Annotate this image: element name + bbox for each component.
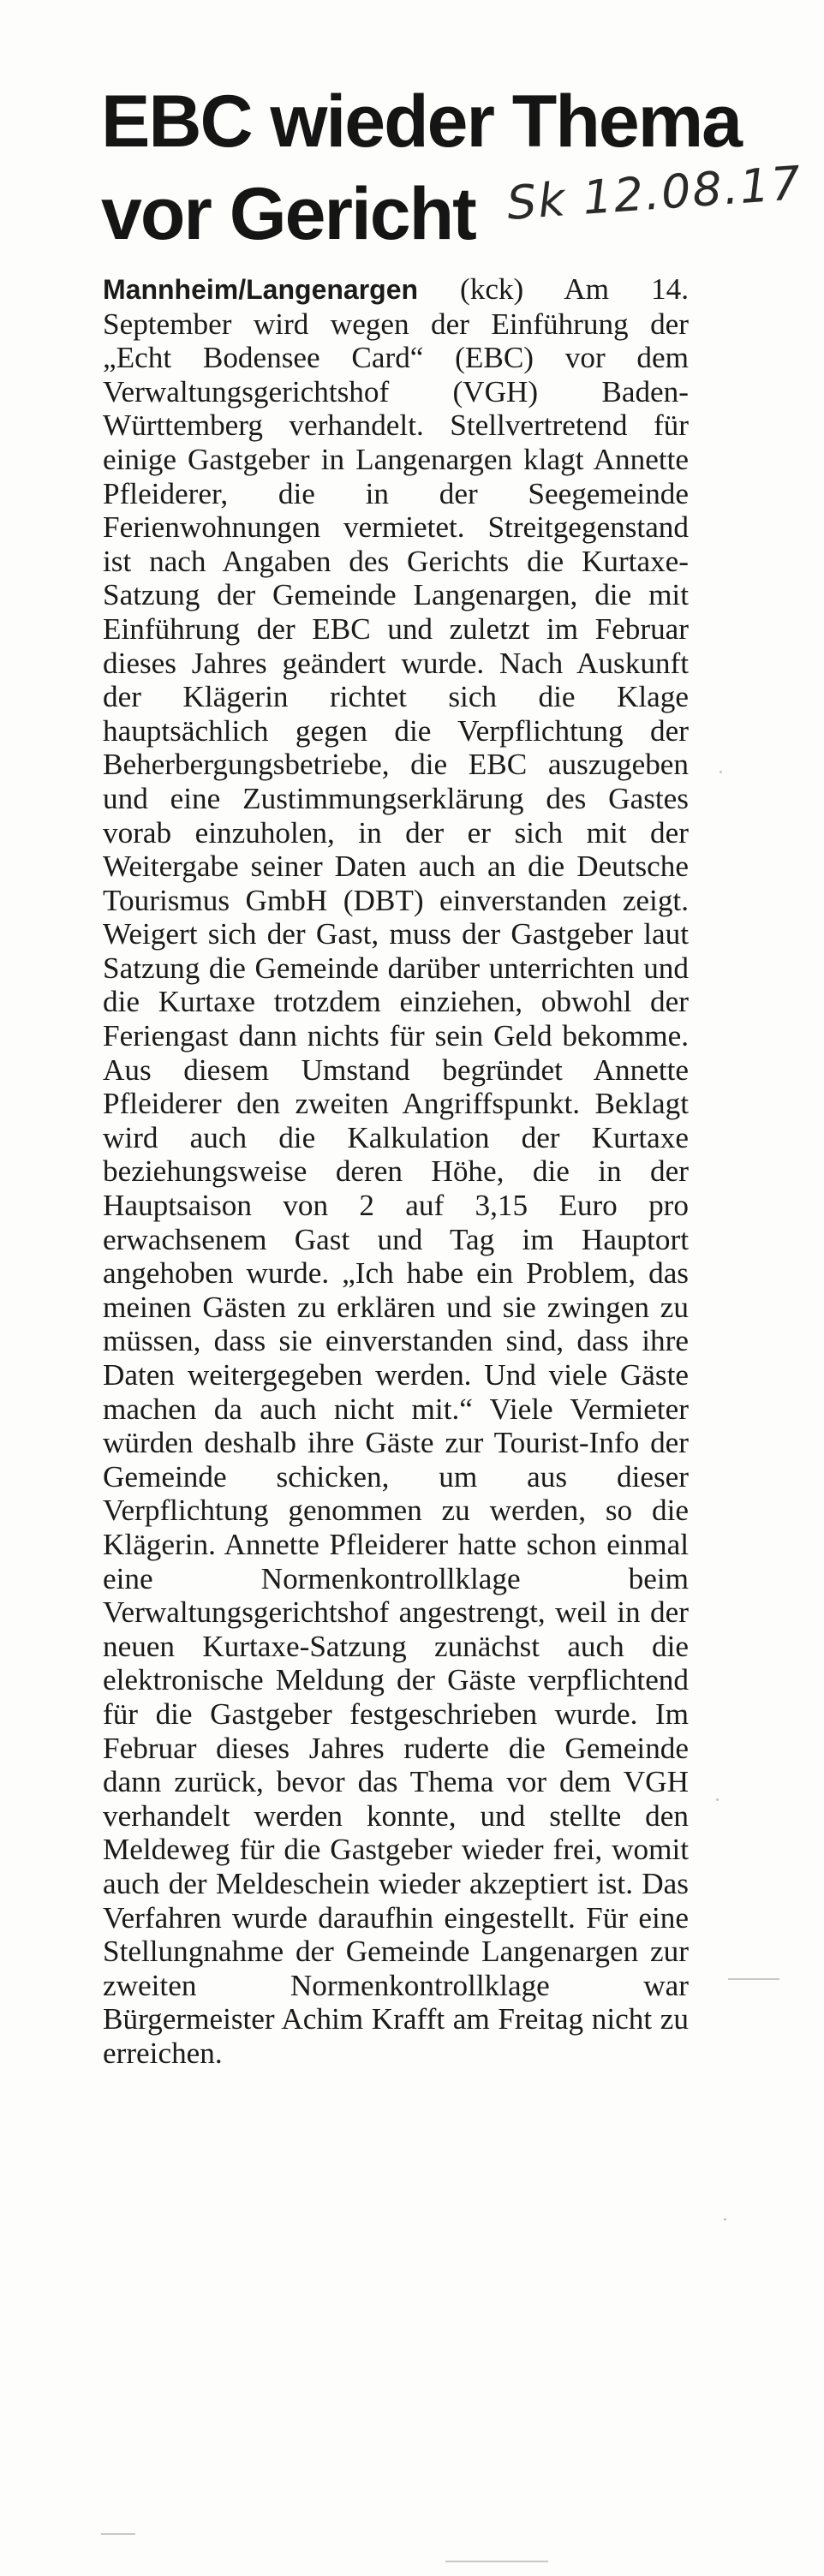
- article-text: (kck) Am 14. September wird wegen der Einführung der „Echt Bodensee Card“ (EBC) vor dem Verwaltungsgerichtshof (VGH) Baden-Württemberg verhandelt. Stellvertretend für einige Gastgeber in Langenargen klagt Annette Pfleiderer, die in der Seegemeinde Ferienwohnungen vermietet. Streitgegenstand ist nach Angaben des Gerichts die Kurtaxe-Satzung der Gemeinde Langenargen, die mit Einführung der EBC und zuletzt im Februar dieses Jahres geändert wurde. Nach Auskunft der Klägerin richtet sich die Klage hauptsächlich gegen die Verpflichtung der Beherbergungsbetriebe, die EBC auszugeben und eine Zustimmungserklärung des Gastes vorab einzuholen, in der er sich mit der Weitergabe seiner Daten auch an die Deutsche Tourismus GmbH (DBT) einverstanden zeigt. Weigert sich der Gast, muss der Gastgeber laut Satzung die Gemeinde darüber unterrichten und die Kurtaxe trotzdem einziehen, obwohl der Feriengast dann nichts für sein Geld bekomme. Aus diesem Umstand begründet Annette Pfleiderer den zweiten Angriffspunkt. Beklagt wird auch die Kalkulation der Kurtaxe beziehungsweise deren Höhe, die in der Hauptsaison von 2 auf 3,15 Euro pro erwachsenem Gast und Tag im Hauptort angehoben wurde. „Ich habe ein Problem, das meinen Gästen zu erklären und sie zwingen zu müssen, dass sie einverstanden sind, dass ihre Daten weitergegeben werden. Und viele Gäste machen da auch nicht mit.“ Viele Vermieter würden deshalb ihre Gäste zur Tourist-Info der Gemeinde schicken, um aus dieser Verpflichtung genommen zu werden, so die Klägerin. Annette Pfleiderer hatte schon einmal eine Normenkontrollklage beim Verwaltungsgerichtshof angestrengt, weil in der neuen Kurtaxe-Satzung zunächst auch die elektronische Meldung der Gäste verpflichtend für die Gastgeber festgeschrieben wurde. Im Februar dieses Jahres ruderte die Gemeinde dann zurück, bevor das Thema vor dem VGH verhandelt werden konnte, und stellte den Meldeweg für die Gastgeber wieder frei, womit auch der Meldeschein wieder akzeptiert ist. Das Verfahren wurde daraufhin eingestellt. Für eine Stellungnahme der Gemeinde Langenargen zur zweiten Normenkontrollklage war Bürgermeister Achim Krafft am Freitag nicht zu erreichen.: [103, 272, 689, 2070]
- article-paragraph: [103, 272, 689, 2070]
- scan-artifact-dot: [724, 2218, 726, 2221]
- scan-artifact-dot: [716, 1798, 719, 1801]
- scan-artifact-line: [728, 1978, 779, 1980]
- article-body: [103, 272, 689, 2070]
- handwritten-date-note: Sk 12.08.17: [505, 155, 804, 230]
- headline-line-1: EBC wieder Thema: [101, 80, 741, 163]
- headline-line-2: vor Gericht: [101, 173, 475, 255]
- scan-artifact-line: [445, 2561, 548, 2562]
- scan-artifact-dot: [720, 771, 722, 773]
- scan-artifact-line: [101, 2533, 135, 2535]
- article-dateline: Mannheim/Langenargen: [103, 274, 419, 305]
